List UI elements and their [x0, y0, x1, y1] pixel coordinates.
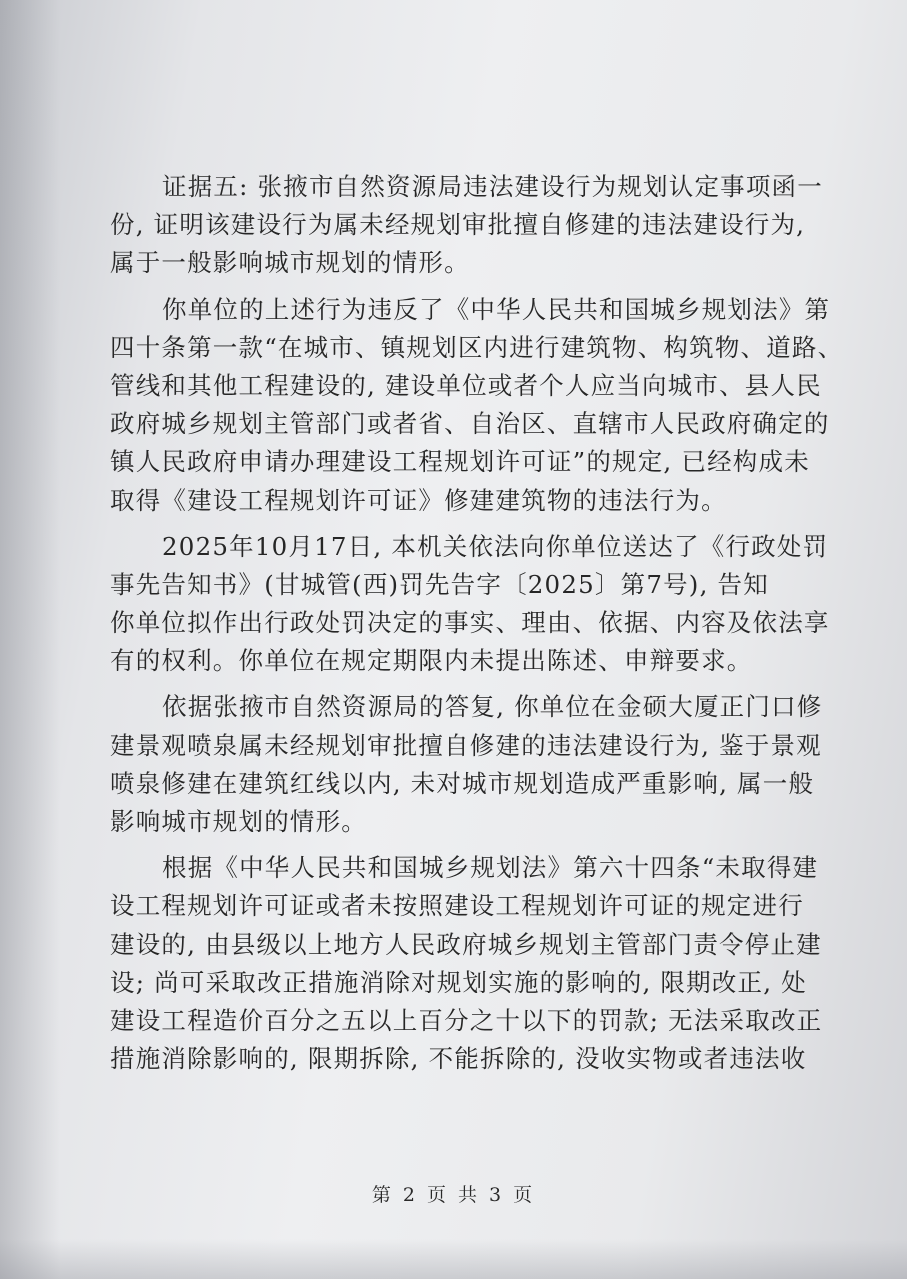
- text-line: 你单位拟作出行政处罚决定的事实、理由、依据、内容及依法享: [110, 608, 830, 638]
- page-number: 第 2 页 共 3 页: [371, 1184, 536, 1206]
- text-line: 设工程规划许可证或者未按照建设工程规划许可证的规定进行: [110, 891, 804, 921]
- page-shadow-bottom: [0, 1239, 907, 1279]
- text-line: 事先告知书》(甘城管(西)罚先告字〔2025〕第7号), 告知: [110, 569, 769, 599]
- paragraph-notice: [110, 528, 830, 681]
- text-line: 有的权利。你单位在规定期限内未提出陈述、申辩要求。: [110, 646, 753, 676]
- text-line: 建景观喷泉属未经规划审批擅自修建的违法建设行为, 鉴于景观: [110, 730, 822, 760]
- text-line: 政府城乡规划主管部门或者省、自治区、直辖市人民政府确定的: [110, 409, 830, 439]
- text-line: 份, 证明该建设行为属未经规划审批擅自修建的违法建设行为,: [110, 210, 806, 240]
- text-line: 四十条第一款“在城市、镇规划区内进行建筑物、构筑物、道路、: [110, 332, 844, 362]
- document-body: [110, 168, 844, 1078]
- text-line: 喷泉修建在建筑红线以内, 未对城市规划造成严重影响, 属一般: [110, 768, 815, 798]
- page-shadow-left: [0, 0, 60, 1279]
- paragraph-legal-basis: [110, 849, 823, 1078]
- text-line: 设; 尚可采取改正措施消除对规划实施的影响的, 限期改正, 处: [110, 967, 807, 997]
- text-line: 你单位的上述行为违反了《中华人民共和国城乡规划法》第: [162, 294, 831, 324]
- text-line: 根据《中华人民共和国城乡规划法》第六十四条“未取得建: [162, 853, 819, 883]
- text-line: 建设的, 由县级以上地方人民政府城乡规划主管部门责令停止建: [110, 929, 822, 959]
- text-line: 镇人民政府申请办理建设工程规划许可证”的规定, 已经构成未: [110, 447, 810, 477]
- paragraph-violation: [110, 291, 844, 520]
- paragraph-evidence-five: [110, 168, 823, 283]
- text-line: 依据张掖市自然资源局的答复, 你单位在金硕大厦正门口修: [162, 692, 823, 722]
- text-line: 2025年10月17日, 本机关依法向你单位送达了《行政处罚: [162, 531, 829, 561]
- text-line: 管线和其他工程建设的, 建设单位或者个人应当向城市、县人民: [110, 370, 822, 400]
- text-line: 取得《建设工程规划许可证》修建建筑物的违法行为。: [110, 485, 727, 515]
- text-line: 证据五: 张掖市自然资源局违法建设行为规划认定事项函一: [162, 172, 823, 201]
- paragraph-reply: [110, 688, 823, 841]
- text-line: 影响城市规划的情形。: [110, 807, 367, 836]
- text-line: 建设工程造价百分之五以上百分之十以下的罚款; 无法采取改正: [110, 1005, 823, 1035]
- text-line: 措施消除影响的, 限期拆除, 不能拆除的, 没收实物或者违法收: [110, 1044, 807, 1074]
- text-line: 属于一般影响城市规划的情形。: [110, 248, 470, 278]
